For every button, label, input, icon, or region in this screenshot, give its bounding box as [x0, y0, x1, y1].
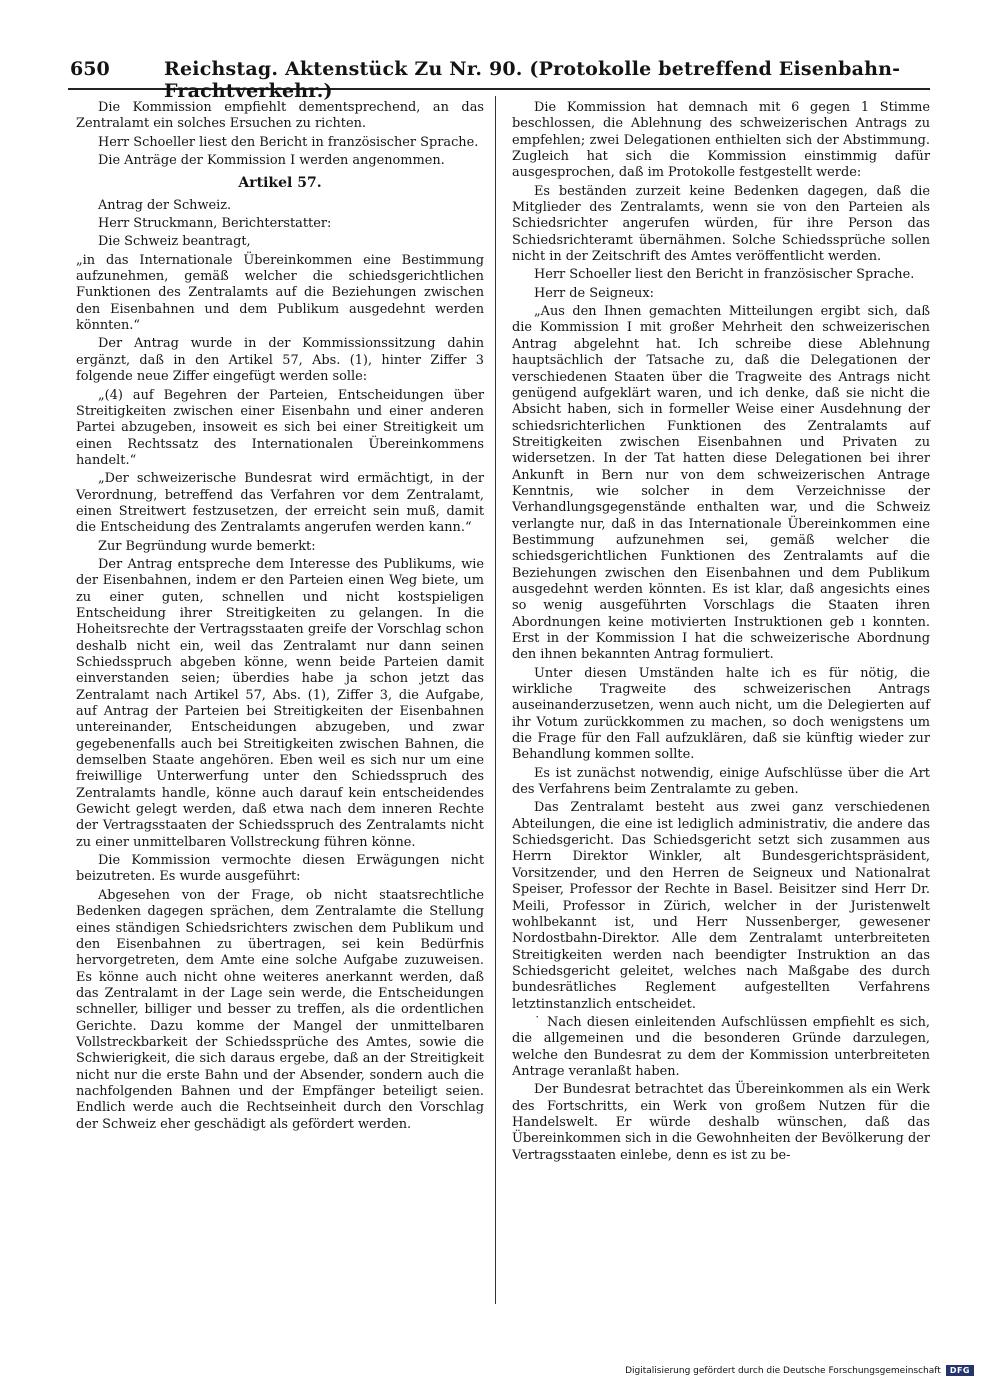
paragraph: Die Kommission empfiehlt dementsprechend, an das Zentralamt ein solches Ersuchen zu richten. [76, 100, 484, 132]
left-column [76, 100, 484, 1135]
paragraph: Abgesehen von der Frage, ob nicht staatsrechtliche Bedenken dagegen sprächen, dem Zentralamte die Stellung eines ständigen Schiedsrichters zwischen dem Publikum und den Eisenbahnen zu übertragen, sei kein Bedürfnis hervorgetreten, dem Amte eine solche Aufgabe zuzuweisen. Es könne auch nicht ohne weiteres anerkannt werden, daß das Zentralamt in der Lage sein werde, die Entscheidungen schneller, billiger und besser zu treffen, als die ordentlichen Gerichte. Dazu komme der Mangel der unmittelbaren Vollstreckbarkeit der Schiedssprüche des Amtes, sowie die Schwierigkeit, die sich daraus ergebe, daß an der Streitigkeit nicht nur die erste Bahn und der Absender, sondern auch die nachfolgenden Bahnen und der Empfänger beteiligt seien. Endlich werde auch die Rechtseinheit durch den Vorschlag der Schweiz eher geschädigt als gefördert werden. [76, 887, 484, 1132]
quoted-paragraph: „in das Internationale Übereinkommen eine Bestimmung aufzunehmen, gemäß welcher die schiedsgerichtlichen Funktionen des Zentralamts auf die Beziehungen zwischen den Eisenbahnen und dem Publikum ausgedehnt werden könnten.“ [76, 252, 484, 334]
running-header [68, 54, 930, 102]
paragraph: Antrag der Schweiz. [98, 197, 232, 213]
paragraph: Die Kommission hat demnach mit 6 gegen 1 Stimme beschlossen, die Ablehnung des schweizerischen Antrags zu empfehlen; zwei Delegationen enthielten sich der Abstimmung. Zugleich hat sich die Kommission einstimmig dafür ausgesprochen, daß im Protokolle festgestellt werde: [512, 100, 930, 181]
paragraph: Die Anträge der Kommission I werden angenommen. [98, 153, 445, 169]
paragraph: Herr Struckmann, Berichterstatter: [98, 216, 332, 232]
quoted-paragraph: „Aus den Ihnen gemachten Mitteilungen ergibt sich, daß die Kommission I mit großer Mehrheit den schweizerischen Antrag abgelehnt hat. Ich schreibe diese Ablehnung hauptsächlich der Tatsache zu, daß die Delegationen der verschiedenen Staaten über die Tragweite des Antrags nicht genügend aufgeklärt waren, und ich denke, daß sie nicht die Absicht haben, sich in formeller Weise einer Ausdehnung der schiedsrichterlichen Funktionen des Zentralamts auf Streitigkeiten zwischen Eisenbahnen und Privaten zu widersetzen. In der Tat hatten diese Delegationen bei ihrer Ankunft in Bern nur von dem schweizerischen Antrage Kenntnis, wie solcher in dem Verzeichnisse der Verhandlungsgegenstände enthalten war, und die Schweiz verlangte nur, daß in das Internationale Übereinkommen eine Bestimmung aufzunehmen sei, gemäß welcher die schiedsgerichtlichen Funktionen des Zentralamts auf die Beziehungen zwischen den Eisenbahnen und dem Publikum ausgedehnt werden könnten. Es ist klar, daß angesichts eines so wenig ausgeführten Vorschlags die Staaten ihren Abordnungen keine motivierten Instruktionen geb ı konnten. Erst in der Kommission I hat die schweizerische Abordnung den ihnen bekannten Antrag formuliert. [512, 304, 930, 663]
paragraph: Herr de Seigneux: [534, 285, 654, 301]
paragraph: Die Kommission vermochte diesen Erwägungen nicht beizutreten. Es wurde ausgeführt: [76, 853, 484, 885]
paragraph: Es beständen zurzeit keine Bedenken dagegen, daß die Mitglieder des Zentralamts, wenn sie von den Parteien als Schiedsrichter angerufen würden, für ihre Person das Schiedsrichteramt übernähmen. Solche Schiedssprüche sollen nicht in der Zeitschrift des Amtes veröffentlicht werden. [512, 183, 930, 265]
paragraph: Das Zentralamt besteht aus zwei ganz verschiedenen Abteilungen, die eine ist lediglich administrativ, die andere das Schiedsgericht. Das Schiedsgericht setzt sich zusammen aus Herrn Direktor Winkler, alt Bundesgerichtspräsident, Vorsitzender, und den Herren de Seigneux und Nationalrat Speiser, Professor der Rechte in Basel. Beisitzer sind Herr Dr. Meili, Professor in Zürich, welcher in der Juristenwelt wohlbekannt ist, und Herr Nussenberger, gewesener Nordostbahn-Direktor. Alle dem Zentralamt unterbreiteten Streitigkeiten werden nach beendigter Instruktion an das Schiedsgericht geleitet, welches nach Maßgabe des durch bundesrätliches Reglement aufgestellten Verfahrens letztinstanzlich entscheidet. [512, 800, 930, 1012]
paragraph: Der Bundesrat betrachtet das Übereinkommen als ein Werk des Fortschritts, ein Werk von großem Nutzen für die Handelswelt. Er würde deshalb wünschen, daß das Übereinkommen sich in die Gewohnheiten der Bevölkerung der Vertragsstaaten einlebe, denn es ist zu be- [512, 1082, 930, 1163]
quoted-paragraph: „Der schweizerische Bundesrat wird ermächtigt, in der Verordnung, betreffend das Verfahren vor dem Zentralamt, einen Streitwert festzusetzen, der erreicht sein muß, damit die Entscheidung des Zentralamts angerufen werden kann.“ [76, 471, 484, 536]
paragraph: Es ist zunächst notwendig, einige Aufschlüsse über die Art des Verfahrens beim Zentralamte zu geben. [512, 765, 930, 798]
quoted-paragraph: „(4) auf Begehren der Parteien, Entscheidungen über Streitigkeiten zwischen einer Eisenbahn und einer anderen Partei abzugeben, insoweit es sich bei einer Streitigkeit um einen Rechtssatz des Internationalen Übereinkommens handelt.“ [76, 387, 484, 468]
paragraph: Unter diesen Umständen halte ich es für nötig, die wirkliche Tragweite des schweizerischen Antrags auseinanderzusetzen, wenn auch nicht, um die Delegierten auf ihr Votum zurückkommen zu machen, so doch wenigstens um die Frage für den Fall aufzuklären, daß sie künftig wieder zur Behandlung kommen sollte. [512, 665, 930, 763]
paragraph: Der Antrag wurde in der Kommissionssitzung dahin ergänzt, daß in den Artikel 57, Abs. (1), hinter Ziffer 3 folgende neue Ziffer eingefügt werden solle: [76, 336, 484, 385]
page-number: 650 [70, 58, 110, 80]
column-divider [495, 96, 496, 1304]
paragraph: Herr Schoeller liest den Bericht in französischer Sprache. [98, 134, 479, 150]
paragraph: Die Schweiz beantragt, [98, 234, 251, 250]
digitization-credit [625, 1365, 974, 1376]
right-column [512, 100, 930, 1166]
credit-text: Digitalisierung gefördert durch die Deutsche Forschungsgemeinschaft [625, 1365, 941, 1376]
paragraph: Der Antrag entspreche dem Interesse des Publikums, wie der Eisenbahnen, indem er den Parteien einen Weg biete, um zu einer guten, schnellen und nicht kostspieligen Entscheidung ihrer Streitigkeiten zu gelangen. In die Hoheitsrechte der Vertragsstaaten greife der Vorschlag schon deshalb nicht ein, weil das Zentralamt nur dann seinen Schiedsspruch abgeben könne, wenn beide Parteien damit einverstanden seien; überdies habe ja schon jetzt das Zentralamt nach Artikel 57, Abs. (1), Ziffer 3, die Aufgabe, auf Antrag der Parteien bei Streitigkeiten der Eisenbahnen untereinander, Entscheidungen abzugeben, und zwar gegebenenfalls auch bei Streitigkeiten zwischen Bahnen, die demselben Staate angehören. Eben weil es sich nur um eine freiwillige Unterwerfung unter den Schiedsspruch des Zentralamts handle, könne auch darauf kein entscheidendes Gewicht gelegt werden, daß etwa nach dem inneren Rechte der Vertragsstaaten der Schiedsspruch des Zentralamts nicht zu einer unmittelbaren Vollstreckung führen könne. [76, 556, 484, 850]
paragraph: ˙ Nach diesen einleitenden Aufschlüssen empfiehlt es sich, die allgemeinen und die besonderen Gründe darzulegen, welche den Bundesrat zu dem der Kommission unterbreiteten Antrage veranlaßt haben. [512, 1014, 930, 1079]
header-title: Reichstag. Aktenstück Zu Nr. 90. (Protokolle betreffend Eisenbahn-Frachtverkehr.) [164, 58, 901, 102]
article-heading: Artikel 57. [238, 175, 322, 192]
paragraph: Herr Schoeller liest den Bericht in französischer Sprache. [534, 267, 915, 283]
paragraph: Zur Begründung wurde bemerkt: [98, 538, 316, 554]
dfg-logo: DFG [946, 1365, 974, 1376]
